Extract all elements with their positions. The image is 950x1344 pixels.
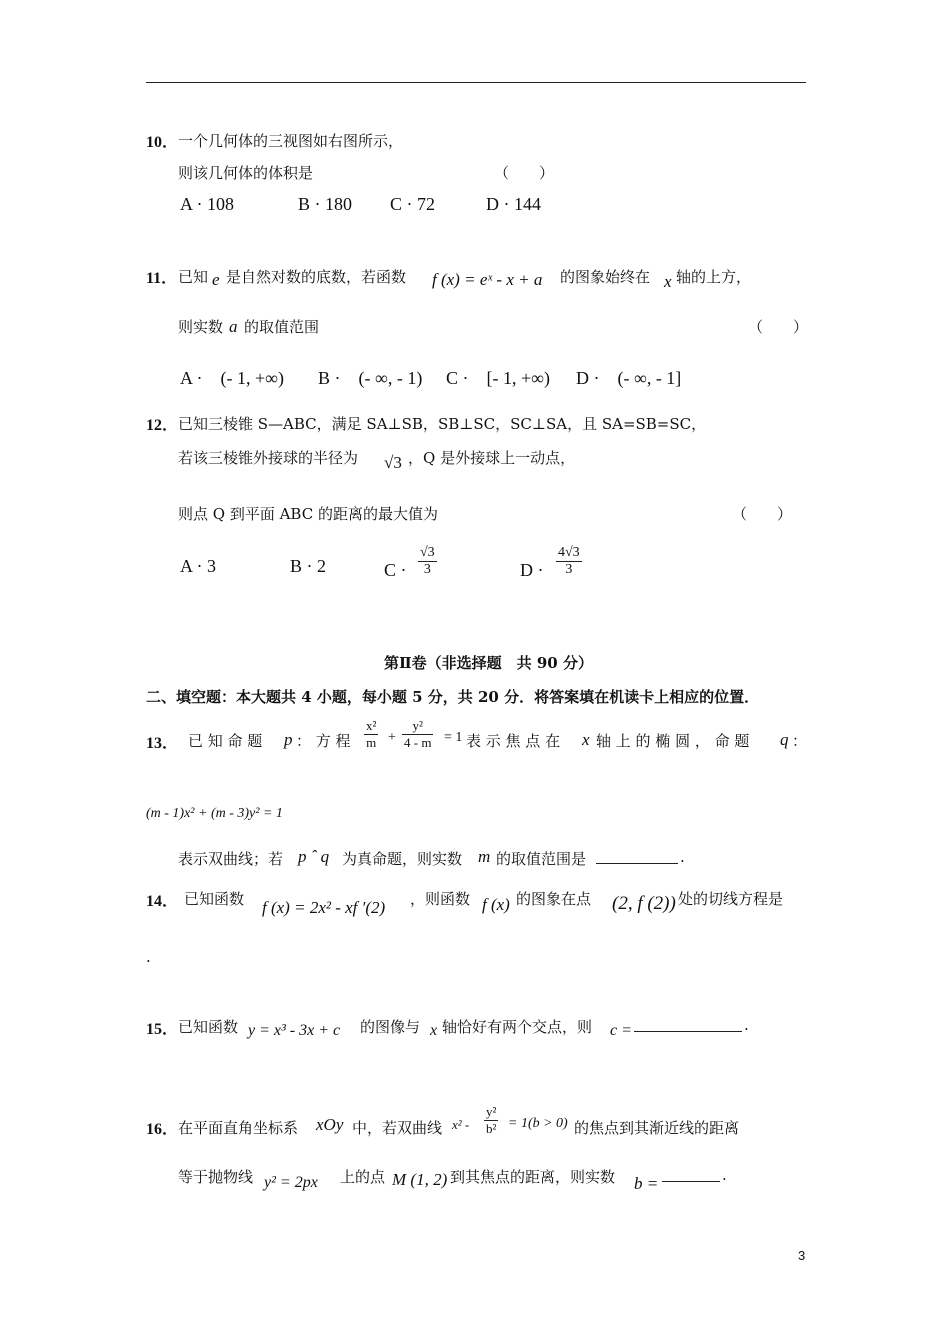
question-text: 的取值范围是 [496,850,587,868]
question-number: 15． [146,1021,179,1038]
option-b: B · 180 [298,194,352,214]
question-text: 已知 [178,268,209,286]
option-c: C · [- 1, +∞) [446,368,550,388]
question-text: . [722,1166,727,1184]
fraction-denominator: 3 [423,562,431,577]
question-text: 是自然对数的底数，若函数 [226,268,407,286]
math-p: p [284,730,293,749]
question-text: 到其焦点的距离，则实数 [450,1168,616,1186]
fraction-denominator: 4 - m [404,735,432,750]
math-x: x [582,730,590,749]
question-text: 已知三棱锥 S—ABC，满足 SA⊥SB，SB⊥SC，SC⊥SA，且 SA=SB=SC， [178,415,707,433]
option-d-label: D · [520,560,544,580]
fraction-numerator: y² [402,718,433,735]
section-title: 第Ⅱ卷（非选择题 共 90 分） [384,654,593,672]
option-d: D · 144 [486,194,541,214]
math-x2: x² - [452,1117,470,1132]
answer-blank [596,848,678,864]
option-a: A · (- 1, +∞) [180,368,284,388]
question-text: 的图象始终在 [560,268,651,286]
question-number: 16． [146,1121,179,1138]
option-c-label: C · [384,560,407,580]
math-b-eq: b = [634,1174,659,1193]
math-point: (2, f (2)) [612,893,676,914]
question-text: 的焦点到其渐近线的距离 [574,1119,740,1137]
question-text: 在平面直角坐标系 [178,1119,299,1137]
answer-paren: （ ） [494,164,555,182]
question-text: ，则函数 [410,890,471,908]
math-c-eq: c = [610,1022,632,1039]
option-a: A · 108 [180,194,234,214]
question-text: 表示双曲线；若 [178,850,284,868]
section-instruction: 二、填空题：本大题共 4 小题，每小题 5 分，共 20 分．将答案填在机读卡上相应的位置． [146,688,760,706]
math-eq: = 1 [444,730,463,745]
question-number: 12． [146,417,179,434]
math-plus: + [388,730,396,745]
page-number: 3 [798,1248,806,1263]
math-p-and-q: p ˆ q [298,847,330,866]
answer-paren: （ ） [732,505,793,523]
question-text: ： [792,732,808,750]
question-text: 轴恰好有两个交点，则 [442,1018,593,1036]
math-a: a [229,317,238,336]
question-text: 等于抛物线 [178,1168,254,1186]
fraction-numerator: y² [486,1104,497,1119]
fraction-y2-b2 [484,1104,498,1137]
math-xoy: xOy [316,1115,344,1134]
question-text: 的图象在点 [516,890,592,908]
question-text: 已 知 命 题 [188,732,263,750]
math-point: M (1, 2) [392,1170,448,1189]
math-q: q [780,730,789,749]
math-eq: = 1(b > 0) [508,1116,568,1131]
question-text: 表 示 焦 点 在 [466,732,561,750]
answer-blank [634,1016,742,1032]
question-number: 10． [146,134,179,151]
math-sqrt3: √3 [384,453,402,472]
option-a: A · 3 [180,556,216,576]
fraction-x2-m [364,718,378,751]
question-text: 轴 上 的 椭 圆 ， 命 题 [596,732,750,750]
question-text: 中，若双曲线 [352,1119,443,1137]
math-x: x [430,1022,438,1039]
math-parabola: y² = 2px [264,1174,318,1191]
fraction-denominator: m [366,735,377,750]
math-function: f (x) = 2x² - xf ′(2) [262,898,386,917]
header-rule [146,82,806,83]
question-text: 若该三棱锥外接球的半径为 [178,449,359,467]
answer-paren: （ ） [748,318,809,336]
math-function: y = x³ - 3x + c [248,1022,341,1039]
math-m: m [478,847,491,866]
fraction-denominator: 3 [565,562,573,577]
question-text: 则点 Q 到平面 ABC 的距离的最大值为 [178,505,438,523]
question-text: 的图像与 [360,1018,421,1036]
fraction-denominator: b² [486,1121,497,1136]
question-text: 已知函数 [178,1018,239,1036]
option-d: D · (- ∞, - 1] [576,368,682,388]
option-c-fraction [418,545,437,578]
question-text: 为真命题，则实数 [342,850,463,868]
math-function: f (x) = eˣ - x + a [432,270,543,289]
question-text: 轴的上方， [676,268,752,286]
math-fx: f (x) [482,895,510,914]
fraction-numerator: √3 [420,545,435,560]
question-text: ，Q 是外接球上一动点， [408,449,576,467]
fraction-y2 [402,718,433,751]
answer-blank [662,1166,720,1182]
question-text: . [744,1016,749,1034]
option-d-fraction [556,545,582,578]
math-equation: (m - 1)x² + (m - 3)y² = 1 [146,806,283,821]
fraction-numerator: x² [366,718,377,733]
question-text: 上的点 [340,1168,386,1186]
fraction-numerator: 4√3 [558,545,580,560]
answer-dot: . [146,948,151,966]
question-text: ： 方 程 [296,732,351,750]
question-text: . [680,848,685,866]
question-text: 则该几何体的体积是 [178,164,314,182]
math-x: x [664,272,672,291]
option-c: C · 72 [390,194,435,214]
question-text: 的取值范围 [244,318,320,336]
question-number: 13． [146,735,179,752]
question-number: 14． [146,893,179,910]
question-text: 一个几何体的三视图如右图所示， [178,132,404,150]
question-text: 则实数 [178,318,224,336]
question-text: 已知函数 [184,890,245,908]
math-e: e [212,270,220,289]
option-b: B · 2 [290,556,326,576]
question-text: 处的切线方程是 [678,890,784,908]
option-b: B · (- ∞, - 1) [318,368,423,388]
question-number: 11． [146,270,178,287]
